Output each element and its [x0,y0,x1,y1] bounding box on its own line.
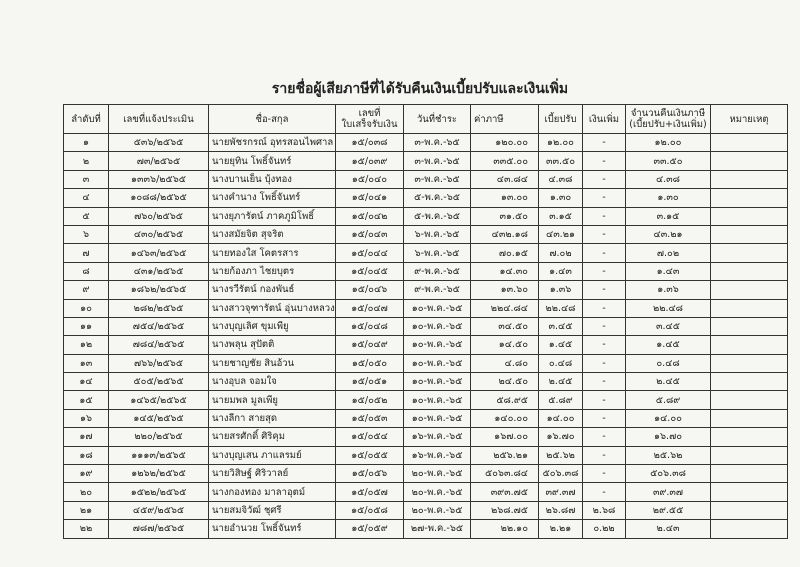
cell-note [711,465,788,483]
cell-assessment: ๑๑๑๓/๒๕๖๕ [109,446,209,464]
header-receipt: เลขที่ ใบเสร็จรับเงิน [336,105,404,134]
cell-receipt: ๑๕/๐๔๑ [336,189,404,207]
table-row [64,152,788,170]
cell-refund: ๒.๔๓ [626,520,711,538]
cell-receipt: ๑๕/๐๔๗ [336,299,404,317]
header-assessment: เลขที่แจ้งประเมิน [109,105,209,134]
cell-fine: ๒.๔๕ [539,373,583,391]
cell-assessment: ๑๐๘๘/๒๕๖๕ [109,189,209,207]
cell-fine: ๐.๔๘ [539,354,583,372]
cell-fine: ๕๐๖.๓๘ [539,465,583,483]
cell-tax: ๔๓.๘๔ [471,170,539,188]
cell-date: ๒๗-พ.ค.-๖๕ [404,520,471,538]
cell-surcharge: - [583,354,626,372]
cell-fine: ๗.๐๒ [539,244,583,262]
cell-no: ๒ [64,152,109,170]
cell-fine: ๒๒.๔๘ [539,299,583,317]
cell-receipt: ๑๕/๐๔๘ [336,317,404,335]
cell-refund: ๓๓.๕๐ [626,152,711,170]
cell-date: ๑๖-พ.ค.-๖๕ [404,428,471,446]
cell-receipt: ๑๕/๐๕๓ [336,409,404,427]
cell-tax: ๗๐.๑๕ [471,244,539,262]
cell-receipt: ๑๕/๐๔๒ [336,207,404,225]
cell-surcharge: - [583,262,626,280]
cell-note [711,520,788,538]
cell-date: ๑๐-พ.ค.-๖๕ [404,354,471,372]
document-title: รายชื่อผู้เสียภาษีที่ได้รับคืนเงินเบี้ยปรับและเงินเพิ่ม [271,81,569,97]
cell-fine: ๑.๔๓ [539,262,583,280]
cell-note [711,501,788,519]
cell-note [711,428,788,446]
cell-surcharge: - [583,336,626,354]
cell-no: ๑๓ [64,354,109,372]
cell-assessment: ๗๘๗/๒๕๖๕ [109,520,209,538]
cell-fine: ๑๔.๐๐ [539,409,583,427]
cell-surcharge: - [583,189,626,207]
cell-surcharge: - [583,446,626,464]
cell-surcharge: - [583,409,626,427]
cell-no: ๑๕ [64,391,109,409]
cell-no: ๑๗ [64,428,109,446]
cell-refund: ๒๙.๕๕ [626,501,711,519]
table-row [64,465,788,483]
cell-date: ๖-พ.ค.-๖๕ [404,225,471,243]
cell-surcharge: ๐.๒๒ [583,520,626,538]
table-row [64,520,788,538]
cell-fine: ๑.๔๕ [539,336,583,354]
cell-name: นายมพล มูลเพียู [209,391,336,409]
cell-receipt: ๑๕/๐๔๐ [336,170,404,188]
cell-date: ๑๖-พ.ค.-๖๕ [404,446,471,464]
cell-date: ๓-พ.ค.-๖๕ [404,152,471,170]
table-row [64,207,788,225]
cell-no: ๖ [64,225,109,243]
cell-date: ๖-พ.ค.-๖๕ [404,244,471,262]
cell-date: ๑๐-พ.ค.-๖๕ [404,336,471,354]
cell-no: ๒๐ [64,483,109,501]
cell-assessment: ๑๒๖๒/๒๕๖๕ [109,465,209,483]
cell-note [711,373,788,391]
cell-refund: ๓๙.๓๗ [626,483,711,501]
cell-assessment: ๒๒๐/๒๕๖๕ [109,428,209,446]
cell-receipt: ๑๕/๐๓๘ [336,134,404,152]
cell-note [711,317,788,335]
cell-name: นางสมัยจิต สุจริต [209,225,336,243]
cell-receipt: ๑๕/๐๕๗ [336,483,404,501]
cell-surcharge: - [583,170,626,188]
table-row [64,170,788,188]
cell-tax: ๑๓.๖๐ [471,281,539,299]
cell-tax: ๕๐๖๓.๘๔ [471,465,539,483]
cell-note [711,170,788,188]
table-row [64,317,788,335]
cell-no: ๑๒ [64,336,109,354]
cell-no: ๑๐ [64,299,109,317]
cell-refund: ๓.๔๕ [626,317,711,335]
cell-receipt: ๑๕/๐๕๙ [336,520,404,538]
cell-note [711,281,788,299]
cell-tax: ๑๔.๕๐ [471,336,539,354]
cell-fine: ๕.๘๙ [539,391,583,409]
cell-name: นางลีกา สายสุด [209,409,336,427]
cell-date: ๑๐-พ.ค.-๖๕ [404,391,471,409]
cell-no: ๑๔ [64,373,109,391]
cell-refund: ๑๔.๐๐ [626,409,711,427]
cell-refund: ๒๕.๖๒ [626,446,711,464]
cell-tax: ๓๑.๕๐ [471,207,539,225]
cell-name: นางบุญเสน ภาแลรมย์ [209,446,336,464]
cell-assessment: ๗๖๖/๒๕๖๕ [109,354,209,372]
cell-name: นายชาญชัย สินอ้วน [209,354,336,372]
cell-tax: ๕๘.๙๕ [471,391,539,409]
cell-no: ๑๙ [64,465,109,483]
cell-tax: ๒๔.๕๐ [471,373,539,391]
cell-tax: ๓๙๓.๗๕ [471,483,539,501]
cell-surcharge: - [583,483,626,501]
cell-no: ๒๑ [64,501,109,519]
cell-surcharge: ๒.๖๘ [583,501,626,519]
cell-note [711,299,788,317]
cell-note [711,446,788,464]
cell-receipt: ๑๕/๐๔๖ [336,281,404,299]
refund-table [63,104,788,539]
table-row [64,336,788,354]
cell-surcharge: - [583,465,626,483]
cell-assessment: ๔๕๙/๒๕๖๕ [109,501,209,519]
cell-no: ๔ [64,189,109,207]
cell-date: ๙-พ.ค.-๖๕ [404,281,471,299]
cell-surcharge: - [583,373,626,391]
cell-date: ๓-พ.ค.-๖๕ [404,134,471,152]
table-row [64,428,788,446]
header-note: หมายเหตุ [711,105,788,134]
header-surcharge: เงินเพิ่ม [583,105,626,134]
header-row [64,105,788,134]
cell-name: นางรวีรัตน์ กองพันธ์ [209,281,336,299]
cell-receipt: ๑๕/๐๔๕ [336,262,404,280]
table-row [64,354,788,372]
cell-receipt: ๑๕/๐๕๔ [336,428,404,446]
cell-assessment: ๗๓/๒๕๖๕ [109,152,209,170]
cell-receipt: ๑๕/๐๔๔ [336,244,404,262]
cell-assessment: ๑๕๒๒/๒๕๖๕ [109,483,209,501]
cell-fine: ๑.๓๖ [539,281,583,299]
cell-name: นางกองทอง มาลาอุตม์ [209,483,336,501]
cell-name: นางบานเย็น บุ้งทอง [209,170,336,188]
cell-name: นายสรศักดิ์ ศิริคุม [209,428,336,446]
cell-refund: ๔.๓๘ [626,170,711,188]
cell-name: นางยุภารัตน์ ภาคภูมิโพธิ์ [209,207,336,225]
cell-tax: ๒๒๔.๘๔ [471,299,539,317]
cell-fine: ๔๓.๒๑ [539,225,583,243]
cell-date: ๕-พ.ค.-๖๕ [404,207,471,225]
cell-no: ๑๘ [64,446,109,464]
cell-name: นางพลุน สุปัตติ [209,336,336,354]
table-row [64,281,788,299]
cell-note [711,152,788,170]
cell-refund: ๑.๓๖ [626,281,711,299]
cell-assessment: ๒๘๒/๒๕๖๕ [109,299,209,317]
cell-fine: ๒.๒๑ [539,520,583,538]
header-tax: ค่าภาษี [471,105,539,134]
cell-name: นายพัชรกรณ์ อุทรสอนไพศาล [209,134,336,152]
table-row [64,483,788,501]
cell-refund: ๑.๓๐ [626,189,711,207]
cell-date: ๒๐-พ.ค.-๖๕ [404,483,471,501]
cell-note [711,225,788,243]
cell-fine: ๓๙.๓๗ [539,483,583,501]
cell-no: ๒๒ [64,520,109,538]
table-row [64,189,788,207]
cell-tax: ๒๕๖.๒๑ [471,446,539,464]
cell-name: นายอำนวย โพธิ์จันทร์ [209,520,336,538]
cell-fine: ๑๒.๐๐ [539,134,583,152]
cell-refund: ๕๐๖.๓๘ [626,465,711,483]
table-row [64,373,788,391]
cell-assessment: ๑๓๓๖/๒๕๖๕ [109,170,209,188]
cell-receipt: ๑๕/๐๔๙ [336,336,404,354]
cell-assessment: ๔๓๐/๒๕๖๕ [109,225,209,243]
cell-date: ๑๐-พ.ค.-๖๕ [404,317,471,335]
cell-no: ๘ [64,262,109,280]
cell-receipt: ๑๕/๐๕๒ [336,391,404,409]
table-row [64,134,788,152]
cell-name: นายก้องภา ไชยบุตร [209,262,336,280]
header-date: วันที่ชำระ [404,105,471,134]
cell-date: ๒๐-พ.ค.-๖๕ [404,501,471,519]
header-no: ลำดับที่ [64,105,109,134]
cell-surcharge: - [583,317,626,335]
table-row [64,244,788,262]
cell-refund: ๒๒.๔๘ [626,299,711,317]
cell-no: ๑๖ [64,409,109,427]
cell-refund: ๓.๑๕ [626,207,711,225]
cell-refund: ๑.๔๓ [626,262,711,280]
cell-assessment: ๗๘๔/๒๕๖๕ [109,336,209,354]
cell-refund: ๑๒.๐๐ [626,134,711,152]
cell-surcharge: - [583,281,626,299]
cell-surcharge: - [583,428,626,446]
cell-fine: ๔.๓๘ [539,170,583,188]
cell-note [711,391,788,409]
cell-fine: ๒๕.๖๒ [539,446,583,464]
cell-tax: ๑๖๗.๐๐ [471,428,539,446]
cell-name: นางบุญเลิศ ขุมเพียู [209,317,336,335]
cell-surcharge: - [583,225,626,243]
header-refund: จำนวนคืนเงินภาษี (เบี้ยปรับ+เงินเพิ่ม) [626,105,711,134]
cell-assessment: ๑๔๖๓/๒๕๖๕ [109,244,209,262]
cell-no: ๑๑ [64,317,109,335]
cell-fine: ๓.๑๕ [539,207,583,225]
cell-note [711,262,788,280]
cell-tax: ๔๓๒.๑๘ [471,225,539,243]
header-fine: เบี้ยปรับ [539,105,583,134]
cell-receipt: ๑๕/๐๕๖ [336,465,404,483]
cell-receipt: ๑๕/๐๕๐ [336,354,404,372]
cell-name: นางคำนาง โพธิ์จันทร์ [209,189,336,207]
cell-note [711,483,788,501]
cell-name: นายวิสิษฐ์ ศิริวาลย์ [209,465,336,483]
cell-name: นายยุทิน โพธิ์จันทร์ [209,152,336,170]
cell-note [711,336,788,354]
cell-note [711,207,788,225]
cell-receipt: ๑๕/๐๕๘ [336,501,404,519]
cell-date: ๙-พ.ค.-๖๕ [404,262,471,280]
cell-assessment: ๑๔๖๕/๒๕๖๕ [109,391,209,409]
cell-name: นายสมจิวัฒ์ ชุศรี [209,501,336,519]
cell-surcharge: - [583,207,626,225]
cell-tax: ๒๒.๑๐ [471,520,539,538]
cell-surcharge: - [583,391,626,409]
cell-tax: ๓๔.๕๐ [471,317,539,335]
cell-name: นางสาวจุฑารัตน์ อุ่นบางหลวง [209,299,336,317]
cell-refund: ๕.๘๙ [626,391,711,409]
table-row [64,409,788,427]
cell-refund: ๒.๔๕ [626,373,711,391]
cell-surcharge: - [583,244,626,262]
cell-note [711,134,788,152]
cell-receipt: ๑๕/๐๕๕ [336,446,404,464]
cell-fine: ๒๖.๘๗ [539,501,583,519]
cell-refund: ๗.๐๒ [626,244,711,262]
table-row [64,391,788,409]
cell-date: ๓-พ.ค.-๖๕ [404,170,471,188]
cell-receipt: ๑๕/๐๓๙ [336,152,404,170]
cell-assessment: ๗๕๔/๒๕๖๕ [109,317,209,335]
cell-date: ๒๐-พ.ค.-๖๕ [404,465,471,483]
cell-date: ๑๐-พ.ค.-๖๕ [404,299,471,317]
cell-tax: ๑๔๐.๐๐ [471,409,539,427]
cell-tax: ๒๖๘.๗๕ [471,501,539,519]
cell-fine: ๓.๔๕ [539,317,583,335]
cell-note [711,354,788,372]
cell-surcharge: - [583,134,626,152]
cell-no: ๑ [64,134,109,152]
cell-refund: ๑๖.๗๐ [626,428,711,446]
cell-refund: ๔๓.๒๑ [626,225,711,243]
cell-fine: ๑.๓๐ [539,189,583,207]
cell-assessment: ๕๓๖/๒๕๖๕ [109,134,209,152]
cell-no: ๗ [64,244,109,262]
cell-tax: ๔.๘๐ [471,354,539,372]
cell-date: ๕-พ.ค.-๖๕ [404,189,471,207]
cell-receipt: ๑๕/๐๔๓ [336,225,404,243]
cell-note [711,244,788,262]
cell-date: ๑๐-พ.ค.-๖๕ [404,373,471,391]
header-name: ชื่อ-สกุล [209,105,336,134]
cell-refund: ๑.๔๕ [626,336,711,354]
cell-date: ๑๐-พ.ค.-๖๕ [404,409,471,427]
cell-surcharge: - [583,299,626,317]
table-row [64,501,788,519]
cell-no: ๙ [64,281,109,299]
cell-surcharge: - [583,152,626,170]
cell-note [711,189,788,207]
cell-fine: ๓๓.๕๐ [539,152,583,170]
cell-no: ๓ [64,170,109,188]
cell-assessment: ๗๖๐/๒๕๖๕ [109,207,209,225]
cell-receipt: ๑๕/๐๕๑ [336,373,404,391]
table-row [64,446,788,464]
cell-tax: ๑๔.๓๐ [471,262,539,280]
table-row [64,262,788,280]
cell-tax: ๑๒๐.๐๐ [471,134,539,152]
cell-refund: ๐.๔๘ [626,354,711,372]
cell-name: นางอุบล จอมใจ [209,373,336,391]
table-row [64,299,788,317]
cell-name: นายทองใส โคตรสาร [209,244,336,262]
cell-assessment: ๑๔๕/๒๕๖๕ [109,409,209,427]
cell-no: ๕ [64,207,109,225]
table-row [64,225,788,243]
cell-assessment: ๑๘๖๒/๒๕๖๕ [109,281,209,299]
cell-note [711,409,788,427]
cell-assessment: ๕๐๕/๒๕๖๕ [109,373,209,391]
cell-fine: ๑๖.๗๐ [539,428,583,446]
cell-tax: ๓๓๕.๐๐ [471,152,539,170]
cell-assessment: ๔๓๑/๒๕๖๕ [109,262,209,280]
cell-tax: ๑๓.๐๐ [471,189,539,207]
